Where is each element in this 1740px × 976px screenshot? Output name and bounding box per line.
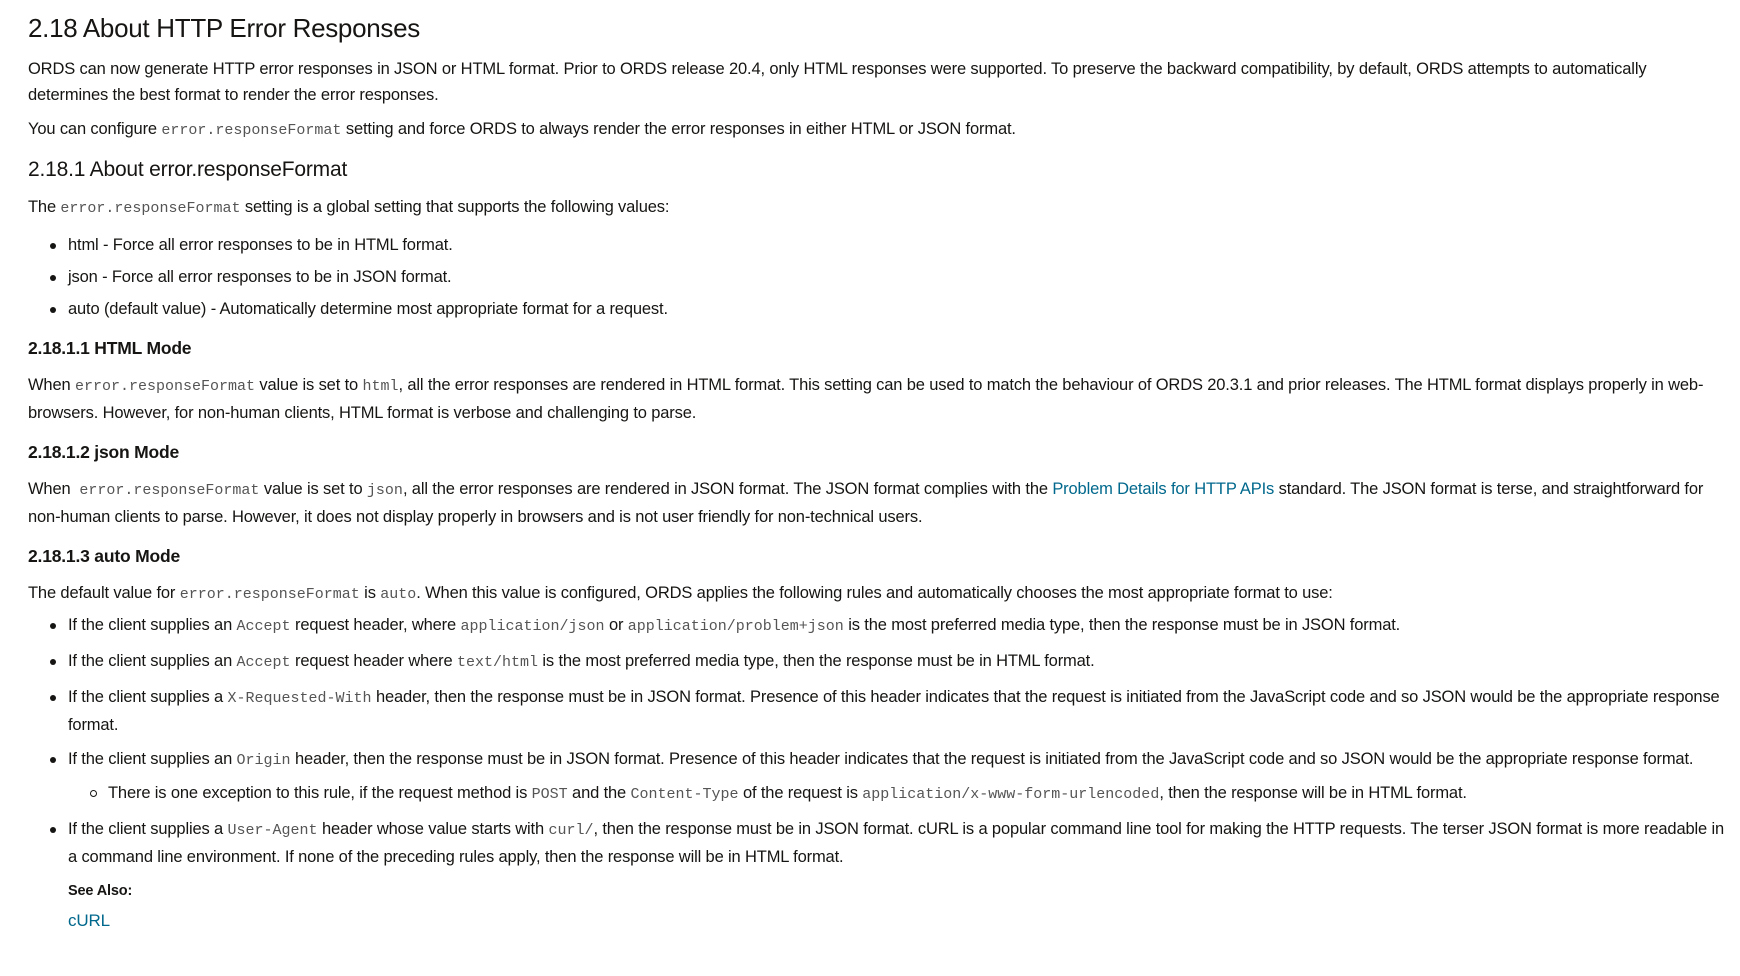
text: is the most preferred media type, then the response must be in JSON format. bbox=[843, 616, 1401, 634]
code-accept: Accept bbox=[236, 654, 291, 671]
code-error-responseformat: error.responseFormat bbox=[60, 200, 241, 217]
text: , all the error responses are rendered in JSON format. The JSON format complies with the bbox=[402, 480, 1053, 498]
text: header, then the response must be in JSON format. Presence of this header indicates that the request is initiated from the JavaScript code and so JSON would be the appropriate response format. bbox=[68, 688, 1720, 734]
text: The bbox=[28, 198, 61, 216]
list-item-html: html - Force all error responses to be in HTML format. bbox=[28, 232, 1728, 258]
text: If the client supplies an bbox=[68, 750, 237, 768]
code-form-urlencoded: application/x-www-form-urlencoded bbox=[862, 786, 1160, 803]
text: If the client supplies an bbox=[68, 616, 237, 634]
text: , all the error responses are rendered in HTML format. This setting can be used to match the behaviour of ORDS 20.3.1 and prior releases. The HTML format displays properly in web-browsers. However, for non-human clients, HTML format is verbose and challenging to parse. bbox=[28, 376, 1704, 422]
text: If the client supplies an bbox=[68, 652, 237, 670]
text: and the bbox=[567, 784, 631, 802]
text: setting is a global setting that supports the following values: bbox=[240, 198, 670, 216]
list-item-json: json - Force all error responses to be in JSON format. bbox=[28, 264, 1728, 290]
text: request header, where bbox=[290, 616, 461, 634]
problem-details-link[interactable]: Problem Details for HTTP APIs bbox=[1052, 480, 1275, 498]
code-user-agent: User-Agent bbox=[227, 822, 318, 839]
text: is bbox=[359, 584, 381, 602]
text: The default value for bbox=[28, 584, 180, 602]
see-also-label: See Also: bbox=[68, 883, 133, 899]
rule-x-requested-with bbox=[28, 684, 1728, 738]
text: If the client supplies a bbox=[68, 688, 228, 706]
subsection-title: 2.18.1 About error.responseFormat bbox=[28, 158, 348, 181]
code-x-requested-with: X-Requested-With bbox=[227, 690, 372, 707]
json-mode-title: 2.18.1.2 json Mode bbox=[28, 442, 180, 462]
text: header whose value starts with bbox=[317, 820, 549, 838]
subsection-intro bbox=[28, 194, 1728, 222]
code-error-responseformat: error.responseFormat bbox=[74, 378, 255, 395]
code-error-responseformat: error.responseFormat bbox=[79, 482, 260, 499]
code-content-type: Content-Type bbox=[630, 786, 739, 803]
code-auto: auto bbox=[380, 586, 417, 603]
code-application-json: application/json bbox=[460, 618, 605, 635]
rule-accept-html bbox=[28, 648, 1728, 676]
code-application-problem-json: application/problem+json bbox=[627, 618, 844, 635]
code-error-responseformat: error.responseFormat bbox=[179, 586, 360, 603]
text: value is set to bbox=[254, 376, 363, 394]
text: When bbox=[28, 480, 80, 498]
auto-rules-list bbox=[28, 612, 1728, 870]
text: If the client supplies a bbox=[68, 820, 228, 838]
text: standard. The JSON format is terse, and straightforward for non-human clients to parse. However, it does not display properly in browsers and is not user friendly for non-technical users. bbox=[28, 480, 1708, 526]
text: You can configure bbox=[28, 120, 162, 138]
rule-user-agent bbox=[28, 816, 1728, 870]
json-mode-paragraph bbox=[28, 476, 1728, 530]
code-post: POST bbox=[531, 786, 568, 803]
text: value is set to bbox=[259, 480, 367, 498]
html-mode-paragraph bbox=[28, 372, 1728, 426]
code-error-responseformat: error.responseFormat bbox=[161, 122, 342, 139]
format-values-list bbox=[28, 232, 1728, 322]
text: , then the response must be in JSON format. cURL is a popular command line tool for making the HTTP requests. The terser JSON format is more readable in a command line environment. If none of the preceding rules apply, then the response will be in HTML format. bbox=[68, 820, 1725, 866]
html-mode-title: 2.18.1.1 HTML Mode bbox=[28, 338, 192, 358]
section-title: 2.18 About HTTP Error Responses bbox=[28, 13, 420, 43]
rule-accept-json bbox=[28, 612, 1728, 640]
text: is the most preferred media type, then the response must be in HTML format. bbox=[537, 652, 1095, 670]
intro-paragraph: ORDS can now generate HTTP error responses in JSON or HTML format. Prior to ORDS release 20.4, only HTML responses were supported. To preserve the backward compatibility, by default, ORDS attempts to automatically determines the best format to render the error responses. bbox=[28, 60, 1647, 104]
text: or bbox=[604, 616, 628, 634]
text: There is one exception to this rule, if the request method is bbox=[108, 784, 532, 802]
text: , then the response will be in HTML format. bbox=[1159, 784, 1467, 802]
auto-mode-title: 2.18.1.3 auto Mode bbox=[28, 546, 181, 566]
configure-paragraph bbox=[28, 116, 1728, 144]
see-also-section bbox=[28, 908, 1728, 934]
auto-mode-intro bbox=[28, 580, 1728, 608]
list-item-auto: auto (default value) - Automatically determine most appropriate format for a request. bbox=[28, 296, 1728, 322]
rule-origin bbox=[28, 746, 1728, 774]
curl-link[interactable]: cURL bbox=[68, 911, 110, 930]
text: setting and force ORDS to always render the error responses in either HTML or JSON format. bbox=[341, 120, 1016, 138]
code-curl: curl/ bbox=[548, 822, 594, 839]
code-origin: Origin bbox=[236, 752, 291, 769]
code-json: json bbox=[366, 482, 403, 499]
text: header, then the response must be in JSON format. Presence of this header indicates that the request is initiated from the JavaScript code and so JSON would be the appropriate response format. bbox=[290, 750, 1694, 768]
text: When bbox=[28, 376, 75, 394]
code-html: html bbox=[362, 378, 399, 395]
text: of the request is bbox=[738, 784, 863, 802]
code-accept: Accept bbox=[236, 618, 291, 635]
code-text-html: text/html bbox=[456, 654, 538, 671]
text: request header where bbox=[290, 652, 457, 670]
rule-origin-exception bbox=[28, 780, 1728, 808]
text: . When this value is configured, ORDS applies the following rules and automatically chooses the most appropriate format to use: bbox=[416, 584, 1333, 602]
